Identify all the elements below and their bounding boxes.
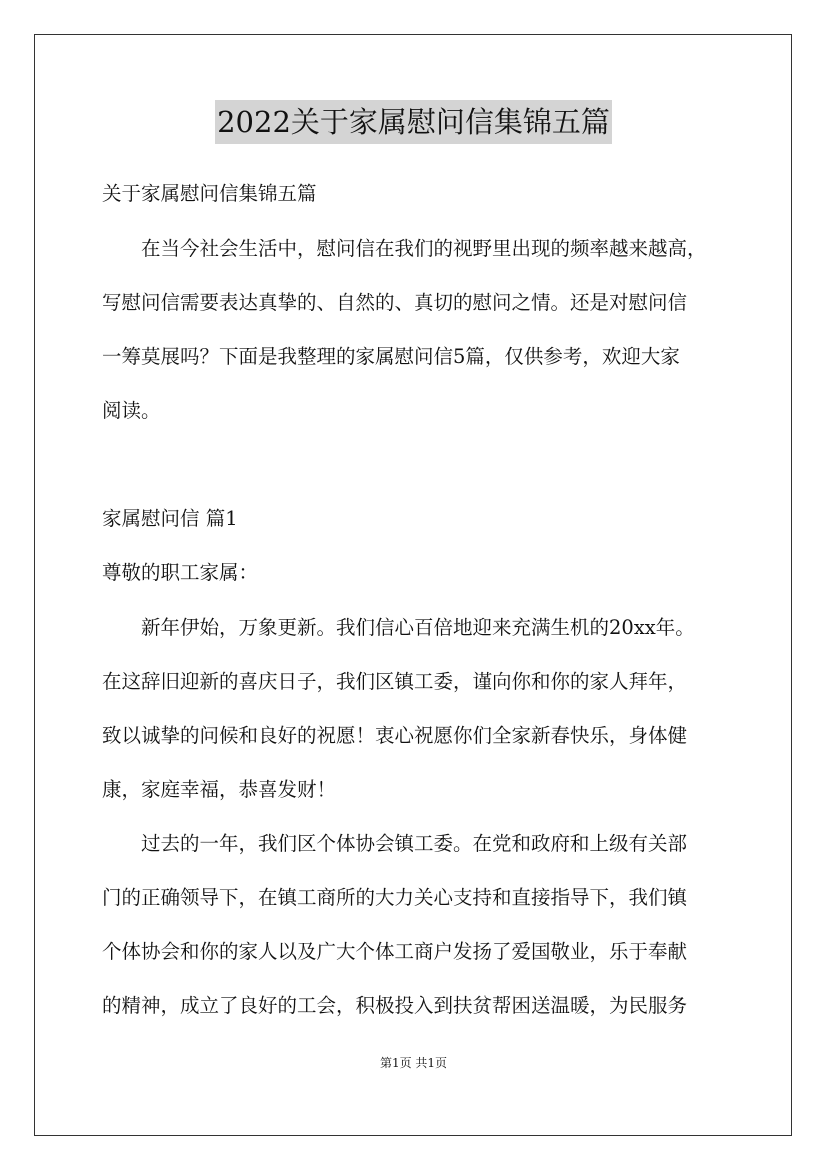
- intro-line: 阅读。: [102, 399, 161, 422]
- page-footer: 第1页 共1页: [379, 1056, 448, 1070]
- intro-line: 在当今社会生活中，慰问信在我们的视野里出现的频率越来越高，: [141, 237, 707, 260]
- paragraph-line: 门的正确领导下，在镇工商所的大力关心支持和直接指导下，我们镇: [102, 886, 688, 909]
- paragraph-line: 新年伊始，万象更新。我们信心百倍地迎来充满生机的20xx年。: [141, 616, 695, 639]
- paragraph-line: 过去的一年，我们区个体协会镇工委。在党和政府和上级有关部: [141, 832, 688, 855]
- paragraph-line: 康，家庭幸福，恭喜发财！: [102, 778, 337, 801]
- paragraph-line: 在这辞旧迎新的喜庆日子，我们区镇工委，谨向你和你的家人拜年，: [102, 670, 688, 693]
- document-subtitle: 关于家属慰问信集锦五篇: [102, 182, 317, 205]
- section-heading: 家属慰问信 篇1: [102, 507, 238, 530]
- salutation: 尊敬的职工家属：: [102, 561, 259, 584]
- intro-line: 写慰问信需要表达真挚的、自然的、真切的慰问之情。还是对慰问信: [102, 291, 688, 314]
- document-title: 2022关于家属慰问信集锦五篇: [215, 100, 612, 144]
- intro-line: 一筹莫展吗？下面是我整理的家属慰问信5篇，仅供参考，欢迎大家: [102, 345, 680, 368]
- paragraph-line: 致以诚挚的问候和良好的祝愿！衷心祝愿你们全家新春快乐，身体健: [102, 724, 688, 747]
- title-container: [0, 100, 827, 144]
- paragraph-line: 个体协会和你的家人以及广大个体工商户发扬了爱国敬业，乐于奉献: [102, 940, 688, 963]
- paragraph-line: 的精神，成立了良好的工会，积极投入到扶贫帮困送温暖，为民服务: [102, 994, 688, 1017]
